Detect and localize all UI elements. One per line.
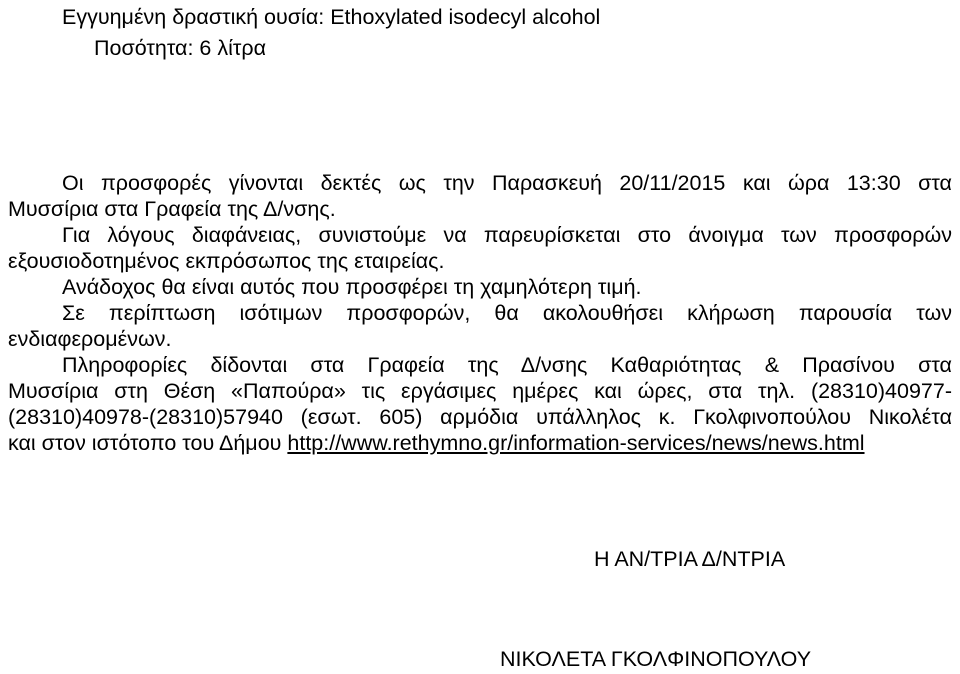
offers-deadline-line-1: Οι προσφορές γίνονται δεκτές ως την Παρασκευή 20/11/2015 και ώρα 13:30 στα: [62, 171, 952, 195]
info-line-4-prefix: και στον ιστότοπο του Δήμου: [8, 431, 288, 455]
quantity-line: Ποσότητα: 6 λίτρα: [94, 36, 267, 60]
signature-title: Η ΑΝ/ΤΡΙΑ Δ/ΝΤΡΙΑ: [594, 547, 786, 571]
tie-line-1: Σε περίπτωση ισότιμων προσφορών, θα ακολουθήσει κλήρωση παρουσία των: [62, 301, 952, 325]
info-line-1: Πληροφορίες δίδονται στα Γραφεία της Δ/νσης Καθαριότητας & Πρασίνου στα: [62, 353, 952, 377]
signature-name: ΝΙΚΟΛΕΤΑ ΓΚΟΛΦΙΝΟΠΟΥΛΟΥ: [500, 647, 812, 671]
info-line-3: (28310)40978-(28310)57940 (εσωτ. 605) αρμόδια υπάλληλος κ. Γκολφινοπούλου Νικολέτα: [8, 405, 952, 429]
contractor-line: Ανάδοχος θα είναι αυτός που προσφέρει τη χαμηλότερη τιμή.: [62, 275, 642, 299]
transparency-line-2: εξουσιοδοτημένος εκπρόσωπος της εταιρείας.: [8, 249, 445, 273]
info-line-2: Μυσσίρια στη Θέση «Παπούρα» τις εργάσιμες ημέρες και ώρες, στα τηλ. (28310)40977-: [8, 379, 952, 403]
transparency-line-1: Για λόγους διαφάνειας, συνιστούμε να παρευρίσκεται στο άνοιγμα των προσφορών: [62, 223, 952, 247]
active-substance-line: Εγγυημένη δραστική ουσία: Ethoxylated isodecyl alcohol: [62, 5, 601, 29]
info-line-4: [8, 430, 865, 456]
municipality-website-link[interactable]: http://www.rethymno.gr/information-services/news/news.html: [287, 431, 865, 455]
offers-deadline-line-2: Μυσσίρια στα Γραφεία της Δ/νσης.: [8, 197, 336, 221]
tie-line-2: ενδιαφερομένων.: [8, 327, 172, 351]
